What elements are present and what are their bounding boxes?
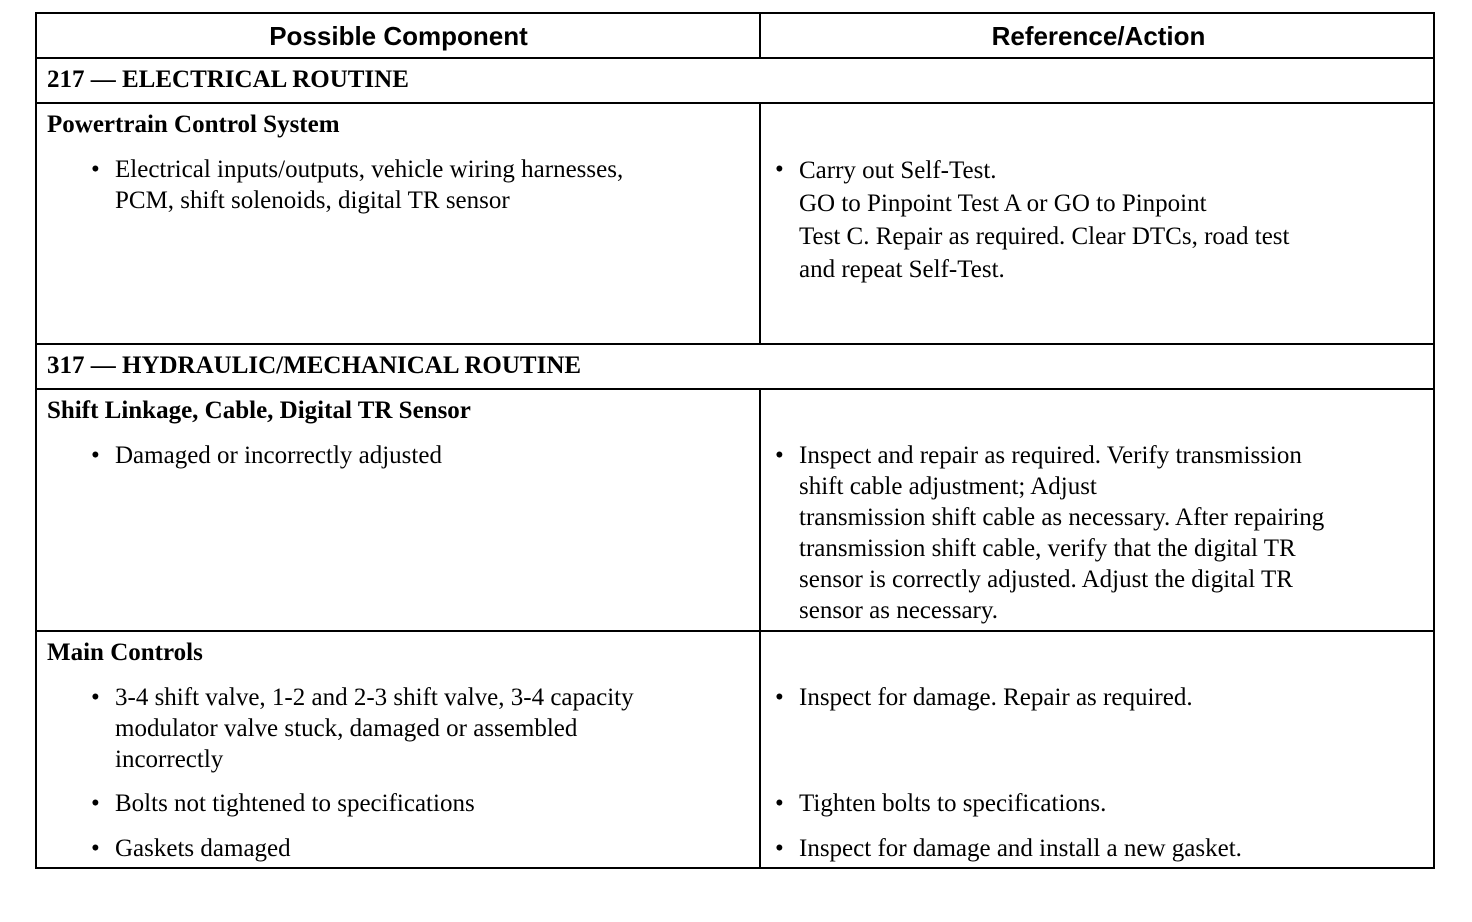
action-text: Inspect for damage and install a new gasket. (799, 835, 1242, 862)
component-item (91, 682, 756, 775)
component-text: Bolts not tightened to specifications (115, 790, 475, 817)
action-text: Carry out Self-Test. GO to Pinpoint Test A or GO to Pinpoint Test C. Repair as required. Clear DTCs, road test and repeat Self-Test. (799, 157, 1290, 283)
action-text: Inspect for damage. Repair as required. (799, 684, 1193, 711)
group-title-shift-linkage: Shift Linkage, Cable, Digital TR Sensor (47, 397, 471, 424)
bullet-icon: • (91, 156, 100, 183)
row-divider (37, 630, 1433, 632)
action-item (775, 833, 1425, 864)
column-header-reference-action: Reference/Action (991, 21, 1206, 51)
bullet-icon: • (91, 835, 100, 862)
group-title-main-controls: Main Controls (47, 639, 203, 666)
action-item (775, 788, 1425, 819)
component-item (91, 440, 751, 471)
action-item (775, 682, 1425, 713)
row-divider (37, 57, 1433, 59)
component-item (91, 788, 751, 819)
bullet-icon: • (775, 442, 784, 469)
diagnostic-table (35, 12, 1435, 869)
action-item (775, 440, 1430, 626)
bullet-icon: • (775, 790, 784, 817)
group-title-powertrain-control-system: Powertrain Control System (47, 111, 340, 138)
component-text: Gaskets damaged (115, 835, 291, 862)
bullet-icon: • (775, 835, 784, 862)
component-text: Electrical inputs/outputs, vehicle wiring harnesses, PCM, shift solenoids, digital TR sensor (115, 156, 624, 214)
bullet-icon: • (91, 442, 100, 469)
bullet-icon: • (775, 684, 784, 711)
column-divider (759, 14, 761, 58)
column-divider (759, 103, 761, 344)
action-item (775, 154, 1425, 286)
action-text: Tighten bolts to specifications. (799, 790, 1107, 817)
column-header-possible-component: Possible Component (269, 21, 528, 51)
row-divider (37, 343, 1433, 345)
component-text: 3-4 shift valve, 1-2 and 2-3 shift valve, 3-4 capacity modulator valve stuck, damaged or assembled incorrectly (115, 684, 634, 773)
component-item (91, 154, 751, 216)
column-divider (759, 389, 761, 869)
section-title-hydraulic-mechanical-routine: 317 — HYDRAULIC/MECHANICAL ROUTINE (47, 352, 582, 379)
component-text: Damaged or incorrectly adjusted (115, 442, 442, 469)
bullet-icon: • (775, 156, 784, 183)
component-item (91, 833, 751, 864)
section-title-electrical-routine: 217 — ELECTRICAL ROUTINE (47, 66, 409, 93)
action-text: Inspect and repair as required. Verify transmission shift cable adjustment; Adjust transmission shift cable as necessary. After repairing transmission shift cable, verify that the digital TR sensor is correctly adjusted. Adjust the digital TR sensor as necessary. (799, 442, 1325, 624)
row-divider (37, 388, 1433, 390)
bullet-icon: • (91, 684, 100, 711)
bullet-icon: • (91, 790, 100, 817)
row-divider (37, 102, 1433, 104)
